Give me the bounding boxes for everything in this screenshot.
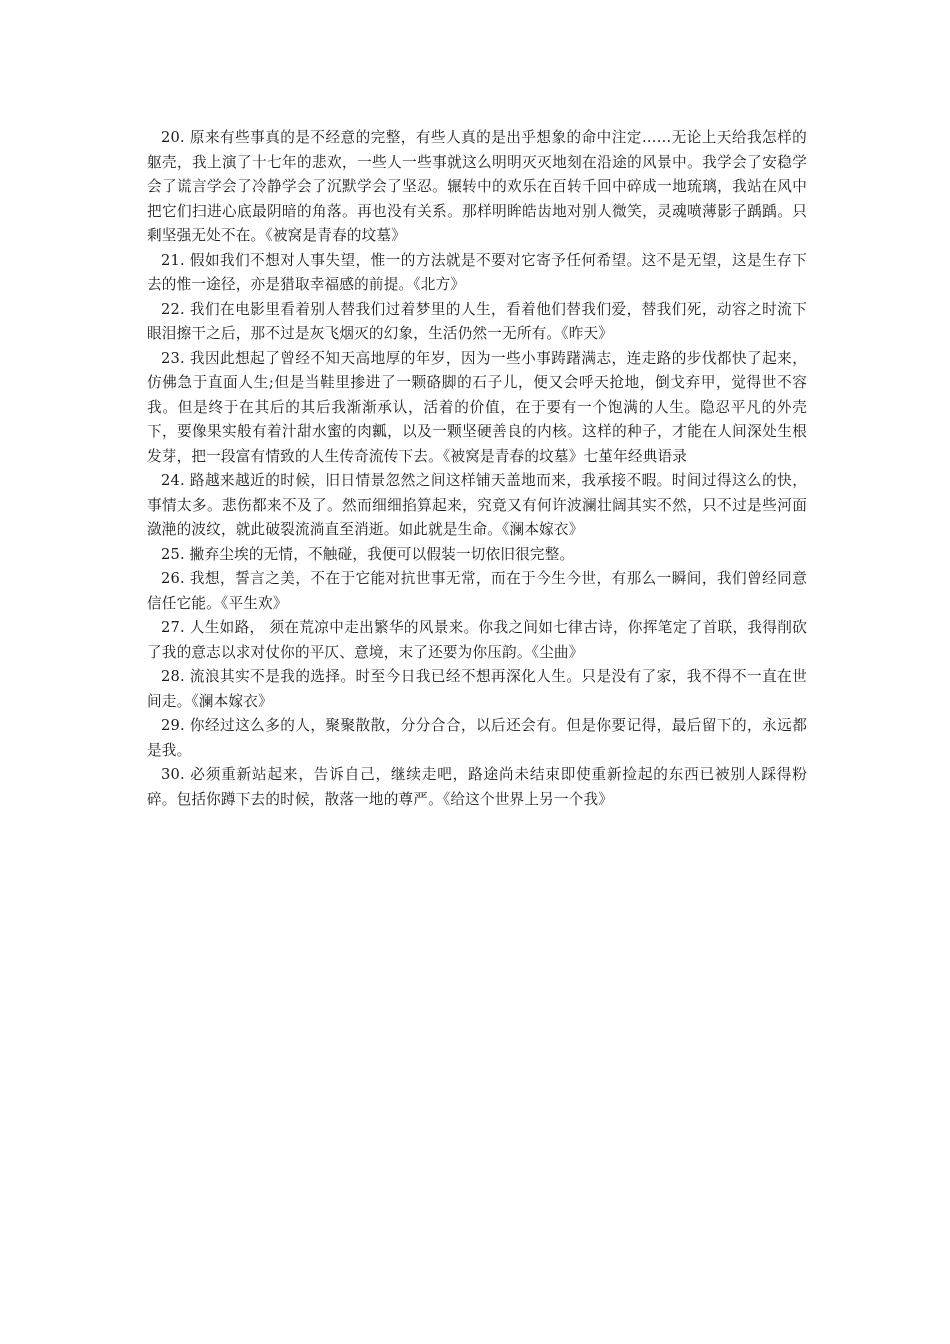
quote-text: 流浪其实不是我的选择。时至今日我已经不想再深化人生。只是没有了家，我不得不一直在世间走。《澜本嫁衣》 <box>147 668 807 710</box>
quote-number: 28. <box>161 668 185 685</box>
quote-text: 我想，誓言之美，不在于它能对抗世事无常，而在于今生今世，有那么一瞬间，我们曾经同意信任它能。《平生欢》 <box>147 570 807 612</box>
quote-number: 30. <box>161 766 185 783</box>
quote-number: 25. <box>161 545 185 563</box>
quote-paragraph-30 <box>147 763 807 812</box>
quote-text: 假如我们不想对人事失望，惟一的方法就是不要对它寄予任何希望。这不是无望，这是生存下去的惟一途径，亦是猎取幸福感的前提。《北方》 <box>147 251 807 293</box>
quote-number: 29. <box>161 717 185 734</box>
quote-paragraph-27 <box>147 616 807 665</box>
quote-text: 我因此想起了曾经不知天高地厚的年岁，因为一些小事踌躇满志，连走路的步伐都快了起来，仿佛急于直面人生;但是当鞋里掺进了一颗硌脚的石子儿，便又会呼天抢地，倒戈弃甲，觉得世不容我。但是终于在其后的其后我渐渐承认，活着的价值，在于要有一个饱满的人生。隐忍平凡的外壳下，要像果实般有着汁甜水蜜的肉瓤，以及一颗坚硬善良的内核。这样的种子，才能在人间深处生根发芽，把一段富有情致的人生传奇流传下去。《被窝是青春的坟墓》七堇年经典语录 <box>147 349 807 465</box>
quote-text: 必须重新站起来，告诉自己，继续走吧，路途尚未结束即使重新捡起的东西已被别人踩得粉碎。包括你蹲下去的时候，散落一地的尊严。《给这个世界上另一个我》 <box>147 766 807 808</box>
quote-paragraph-22 <box>147 298 807 347</box>
quote-text: 我们在电影里看着别人替我们过着梦里的人生，看着他们替我们爱，替我们死，动容之时流下眼泪擦干之后，那不过是灰飞烟灭的幻象，生活仍然一无所有。《昨天》 <box>147 300 807 342</box>
quote-number: 26. <box>161 570 185 587</box>
quote-paragraph-25 <box>147 543 807 568</box>
quote-number: 27. <box>161 619 185 636</box>
quote-number: 20. <box>161 129 185 146</box>
quote-paragraph-24 <box>147 469 807 543</box>
quote-number: 21. <box>161 251 185 269</box>
quote-text: 人生如路， 须在荒凉中走出繁华的风景来。你我之间如七律古诗，你挥笔定了首联，我得削砍了我的意志以求对仗你的平仄、意境，末了还要为你压韵。《尘曲》 <box>147 619 807 661</box>
quote-text: 你经过这么多的人，聚聚散散，分分合合，以后还会有。但是你要记得，最后留下的，永远都是我。 <box>147 717 807 759</box>
quote-number: 24. <box>161 472 185 489</box>
quote-number: 22. <box>161 300 185 318</box>
quote-paragraph-28 <box>147 665 807 714</box>
quote-paragraph-23 <box>147 347 807 470</box>
quote-text: 撇弃尘埃的无情，不触碰，我便可以假装一切依旧很完整。 <box>189 545 575 563</box>
quote-text: 原来有些事真的是不经意的完整，有些人真的是出乎想象的命中注定……无论上天给我怎样的躯壳，我上演了十七年的悲欢，一些人一些事就这么明明灭灭地刻在沿途的风景中。我学会了安稳学会了谎言学会了冷静学会了沉默学会了坚忍。辗转中的欢乐在百转千回中碎成一地琉璃，我站在风中把它们扫进心底最阴暗的角落。再也没有关系。那样明眸皓齿地对别人微笑，灵魂喷薄影子踽踽。只剩坚强无处不在。《被窝是青春的坟墓》 <box>147 129 807 244</box>
quote-paragraph-21 <box>147 249 807 298</box>
quote-number: 23. <box>161 349 185 367</box>
quote-text: 路越来越近的时候，旧日情景忽然之间这样铺天盖地而来，我承接不暇。时间过得这么的快，事情太多。悲伤都来不及了。然而细细掐算起来，究竟又有何许波澜壮阔其实不然，只不过是些河面潋滟的波纹，就此破裂流淌直至消逝。如此就是生命。《澜本嫁衣》 <box>147 472 807 538</box>
quote-paragraph-26 <box>147 567 807 616</box>
quote-paragraph-29 <box>147 714 807 763</box>
quote-paragraph-20 <box>147 126 807 249</box>
document-body <box>147 126 807 812</box>
